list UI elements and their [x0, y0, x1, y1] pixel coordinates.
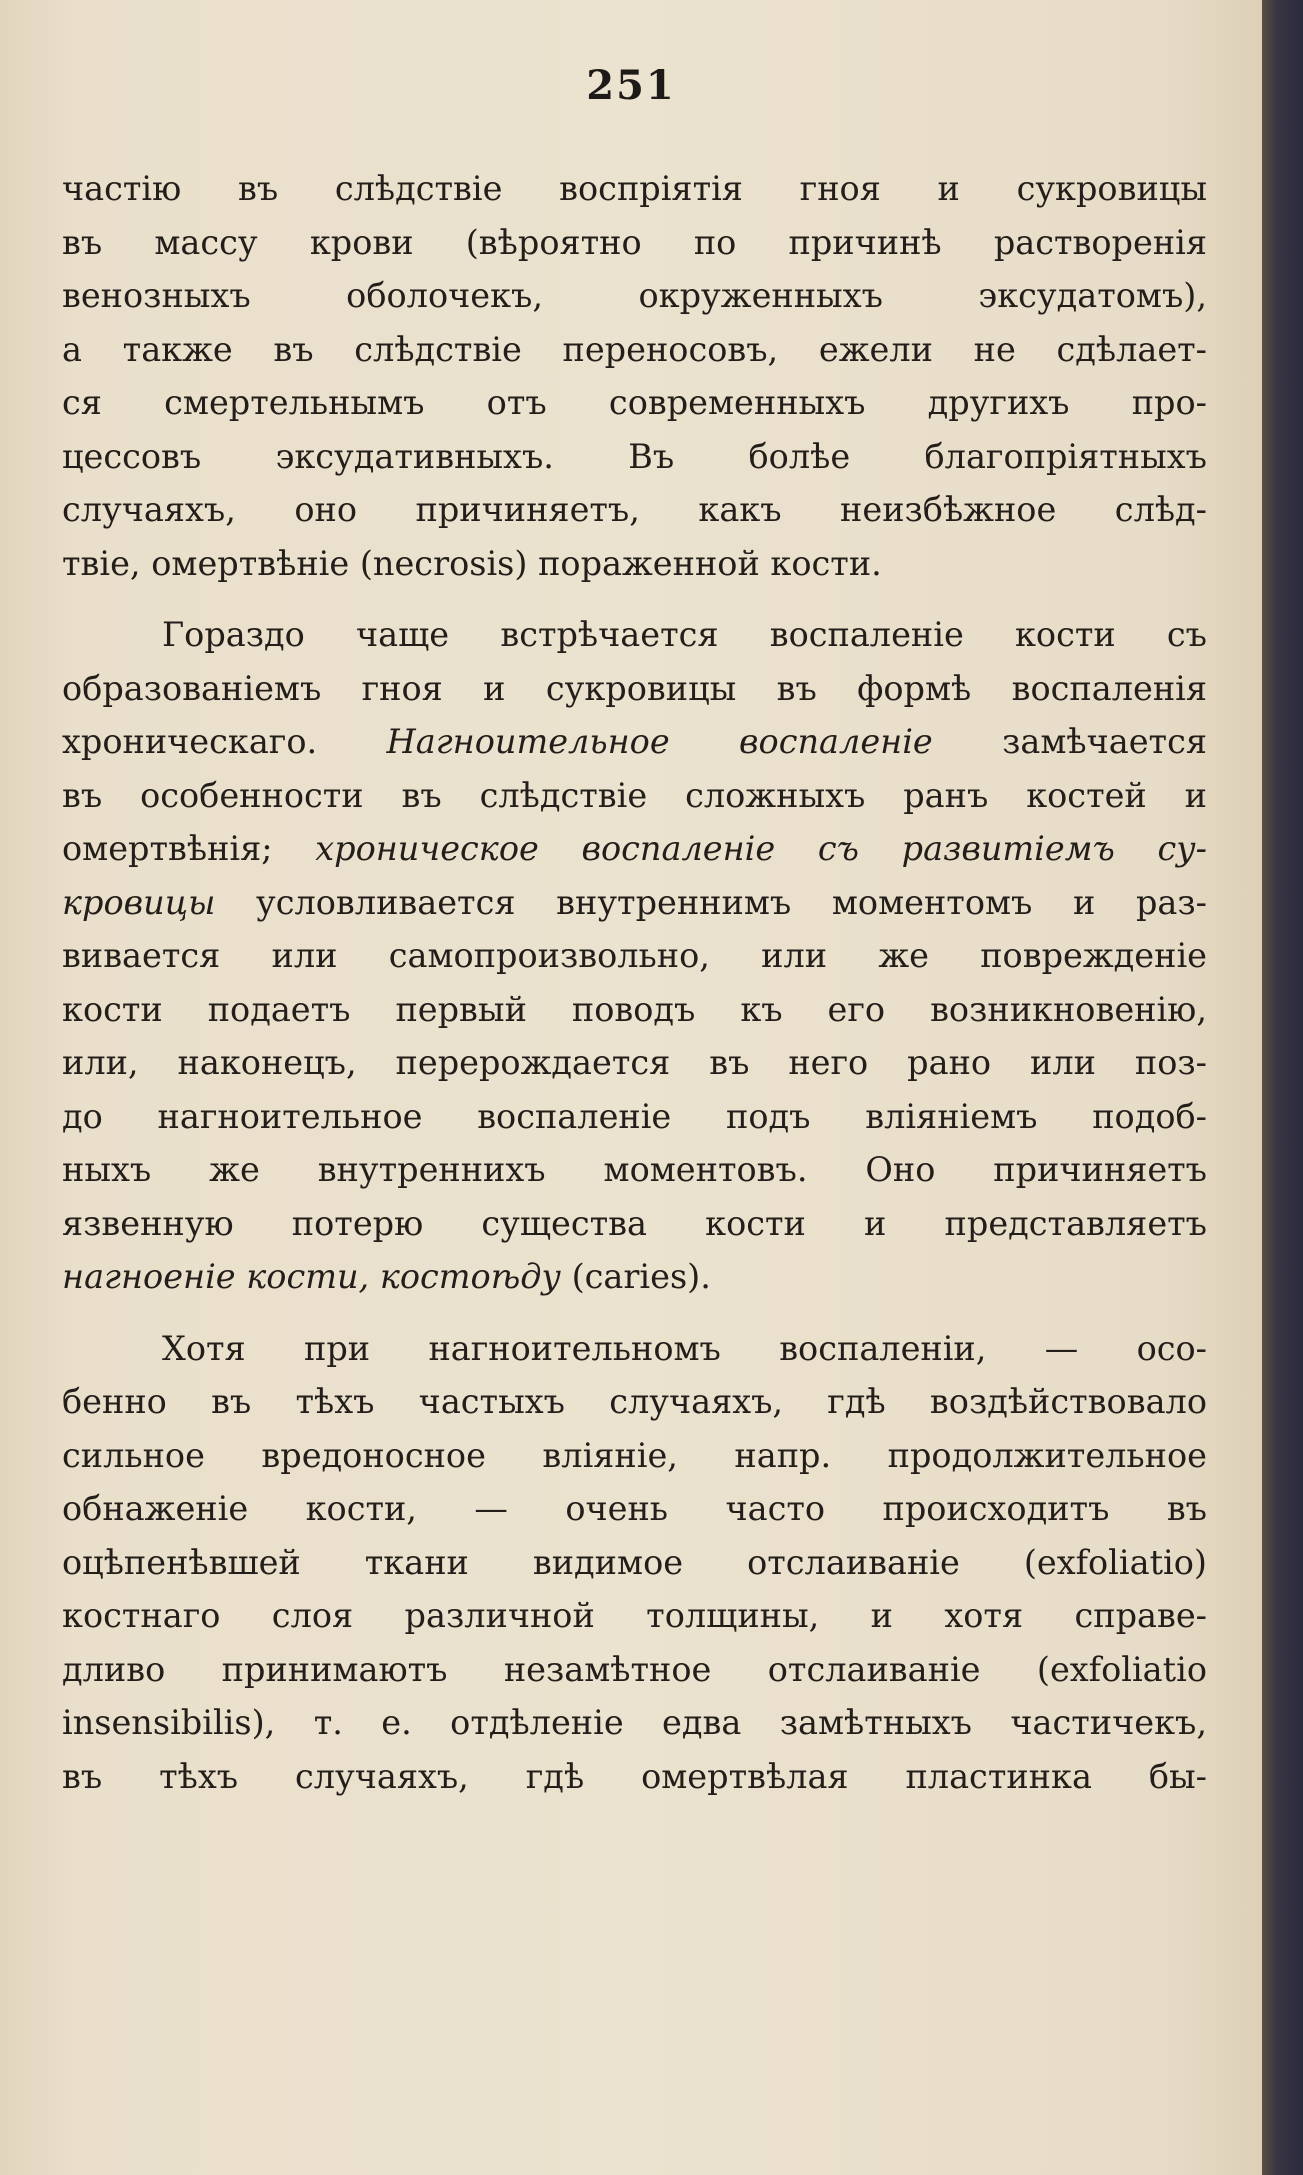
text-segment: язвенную потерю существа кости и представляетъ — [62, 1203, 1207, 1243]
text-line — [62, 1322, 1207, 1376]
text-line — [62, 1696, 1207, 1750]
text-segment: сильное вредоносное вліяніе, напр. продолжительное — [62, 1435, 1207, 1475]
text-line — [62, 608, 1207, 662]
page-edge-shadow — [1262, 0, 1303, 2175]
text-segment: омертвѣнія; — [62, 829, 316, 868]
text-segment: ся смертельнымъ отъ современныхъ другихъ про- — [62, 383, 1207, 422]
text-segment: цессовъ эксудативныхъ. Въ болѣе благопріятныхъ — [62, 436, 1207, 476]
text-segment: замѣчается — [932, 722, 1207, 761]
text-line — [62, 983, 1207, 1037]
text-segment: дливо принимаютъ незамѣтное отслаиваніе (exfoliatio — [62, 1649, 1207, 1689]
text-segment: венозныхъ оболочекъ, окруженныхъ эксудатомъ), — [62, 276, 1207, 315]
text-line — [62, 1482, 1207, 1536]
text-segment: хроническаго. — [62, 722, 387, 761]
text-line — [62, 269, 1207, 323]
text-segment: въ особенности въ слѣдствіе сложныхъ ранъ костей и — [62, 775, 1207, 815]
text-line — [62, 1375, 1207, 1429]
text-line — [62, 323, 1207, 377]
text-line — [62, 1429, 1207, 1483]
text-line — [62, 1643, 1207, 1697]
text-segment: вивается или самопроизвольно, или же поврежденіе — [62, 936, 1207, 975]
text-segment: въ тѣхъ случаяхъ, гдѣ омертвѣлая пластинка бы- — [62, 1756, 1207, 1796]
text-line — [62, 1750, 1207, 1804]
text-line — [62, 1197, 1207, 1251]
text-line — [62, 483, 1207, 537]
text-segment: (caries). — [560, 1257, 711, 1296]
page-number: 251 — [586, 62, 676, 109]
text-line — [62, 1090, 1207, 1144]
body-text — [62, 162, 1207, 1803]
paragraph-gap — [62, 590, 1207, 608]
text-line — [62, 162, 1207, 216]
text-line — [62, 929, 1207, 983]
text-segment: случаяхъ, оно причиняетъ, какъ неизбѣжное слѣд- — [62, 490, 1207, 529]
text-segment: оцѣпенѣвшей ткани видимое отслаиваніе (exfoliatio) — [62, 1542, 1207, 1582]
text-line — [62, 537, 1207, 591]
text-line — [62, 1250, 1207, 1304]
text-segment: а также въ слѣдствіе переносовъ, ежели не сдѣлает- — [62, 329, 1207, 369]
text-segment: или, наконецъ, перерождается въ него рано или поз- — [62, 1043, 1207, 1082]
text-segment: Хотя при нагноительномъ воспаленіи, — осо- — [162, 1328, 1207, 1368]
paragraph-gap — [62, 1304, 1207, 1322]
text-line — [62, 1036, 1207, 1090]
text-segment: частію въ слѣдствіе воспріятія гноя и сукровицы — [62, 169, 1207, 208]
text-line — [62, 1143, 1207, 1197]
text-line — [62, 376, 1207, 430]
text-segment: бенно въ тѣхъ частыхъ случаяхъ, гдѣ воздѣйствовало — [62, 1382, 1207, 1421]
text-segment: Гораздо чаще встрѣчается воспаленіе кости съ — [162, 615, 1207, 654]
text-line — [62, 715, 1207, 769]
text-segment: условливается внутреннимъ моментомъ и раз- — [215, 882, 1207, 922]
text-line — [62, 876, 1207, 930]
text-line — [62, 1589, 1207, 1643]
text-segment: твіе, омертвѣніе (necrosis) пораженной кости. — [62, 543, 882, 583]
text-line — [62, 822, 1207, 876]
italic-term: нагноеніе кости, костоѣду — [62, 1257, 561, 1296]
italic-term: хроническое воспаленіе съ развитіемъ су- — [315, 829, 1207, 868]
text-segment: образованіемъ гноя и сукровицы въ формѣ воспаленія — [62, 668, 1207, 708]
text-line — [62, 216, 1207, 270]
text-segment: въ массу крови (вѣроятно по причинѣ растворенія — [62, 222, 1207, 262]
text-line — [62, 769, 1207, 823]
text-line — [62, 1536, 1207, 1590]
italic-term: кровицы — [62, 882, 216, 922]
text-segment: ныхъ же внутреннихъ моментовъ. Оно причиняетъ — [62, 1150, 1207, 1189]
text-segment: обнаженіе кости, — очень часто происходитъ въ — [62, 1489, 1207, 1528]
italic-term: Нагноительное воспаленіе — [386, 722, 933, 761]
text-line — [62, 662, 1207, 716]
text-segment: до нагноительное воспаленіе подъ вліяніемъ подоб- — [62, 1096, 1207, 1136]
text-segment: insensibilis), т. е. отдѣленіе едва замѣтныхъ частичекъ, — [62, 1703, 1207, 1742]
text-line — [62, 430, 1207, 484]
text-segment: кости подаетъ первый поводъ къ его возникновенію, — [62, 989, 1207, 1029]
text-segment: костнаго слоя различной толщины, и хотя справе- — [62, 1596, 1207, 1635]
